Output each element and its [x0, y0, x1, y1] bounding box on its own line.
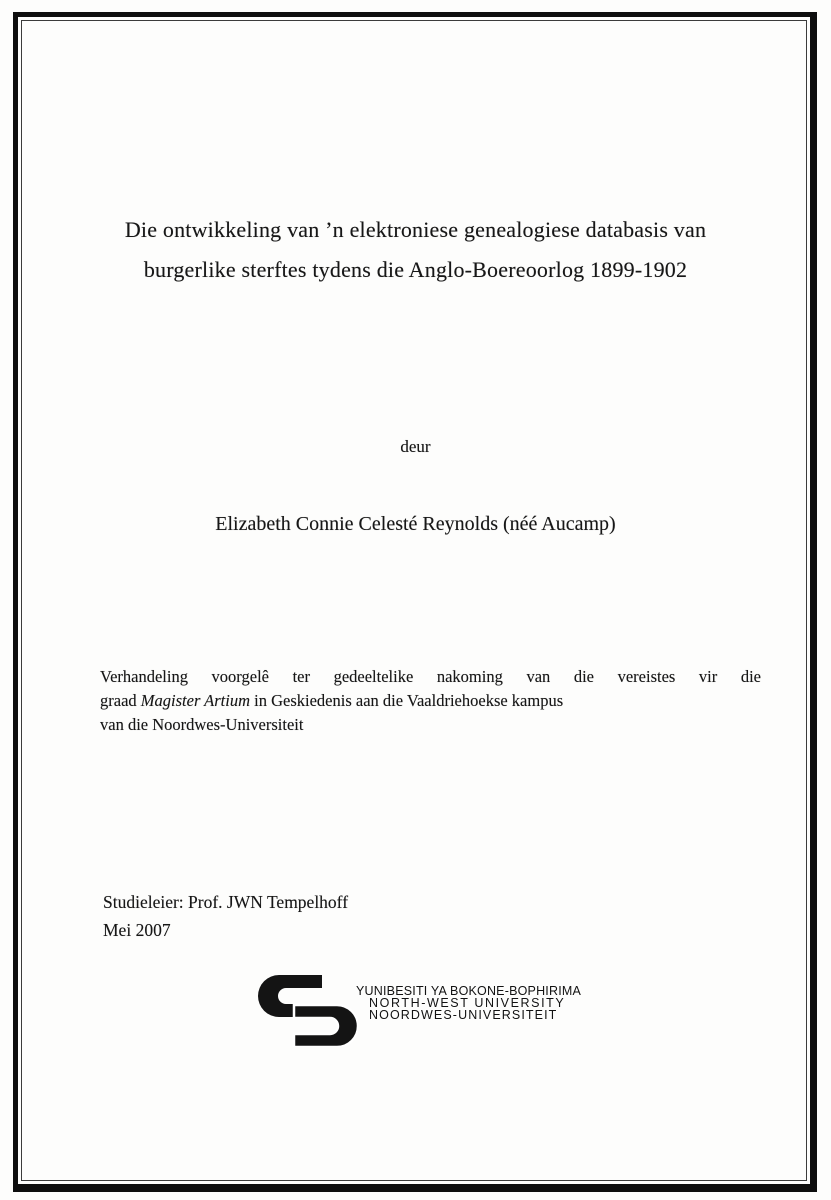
supervisor-line: Studieleier: Prof. JWN Tempelhoff: [103, 892, 349, 912]
byline: deur: [400, 437, 431, 456]
degree-statement-line1: Verhandeling voorgelê ter gedeeltelike nakoming van die vereistes vir die: [100, 667, 761, 686]
logo-text-afrikaans: NOORDWES-UNIVERSITEIT: [369, 1008, 558, 1022]
thesis-title: [48, 210, 783, 290]
logo-text-english: NORTH-WEST UNIVERSITY: [369, 996, 566, 1010]
degree-statement-line2-pre: graad: [100, 691, 141, 710]
university-logo-text: [356, 985, 581, 1021]
university-logo: [258, 975, 581, 1047]
degree-statement: [100, 665, 761, 737]
thesis-title-line2: burgerlike sterftes tydens die Anglo-Boereoorlog 1899-1902: [143, 257, 688, 282]
author-name: Elizabeth Connie Celesté Reynolds (néé Aucamp): [215, 513, 616, 535]
degree-statement-line3: van die Noordwes-Universiteit: [100, 715, 304, 734]
thesis-title-line1: Die ontwikkeling van ’n elektroniese genealogiese databasis van: [124, 217, 707, 242]
logo-text-setswana: YUNIBESITI YA BOKONE-BOPHIRIMA: [356, 984, 582, 998]
date-line: Mei 2007: [103, 920, 171, 940]
degree-statement-line2: [100, 689, 761, 713]
nwu-chain-links-icon: [258, 975, 358, 1047]
degree-statement-line2-post: in Geskiedenis aan die Vaaldriehoekse kampus: [250, 691, 564, 710]
supervisor-block: [103, 888, 348, 944]
degree-name-italic: Magister Artium: [140, 691, 251, 710]
